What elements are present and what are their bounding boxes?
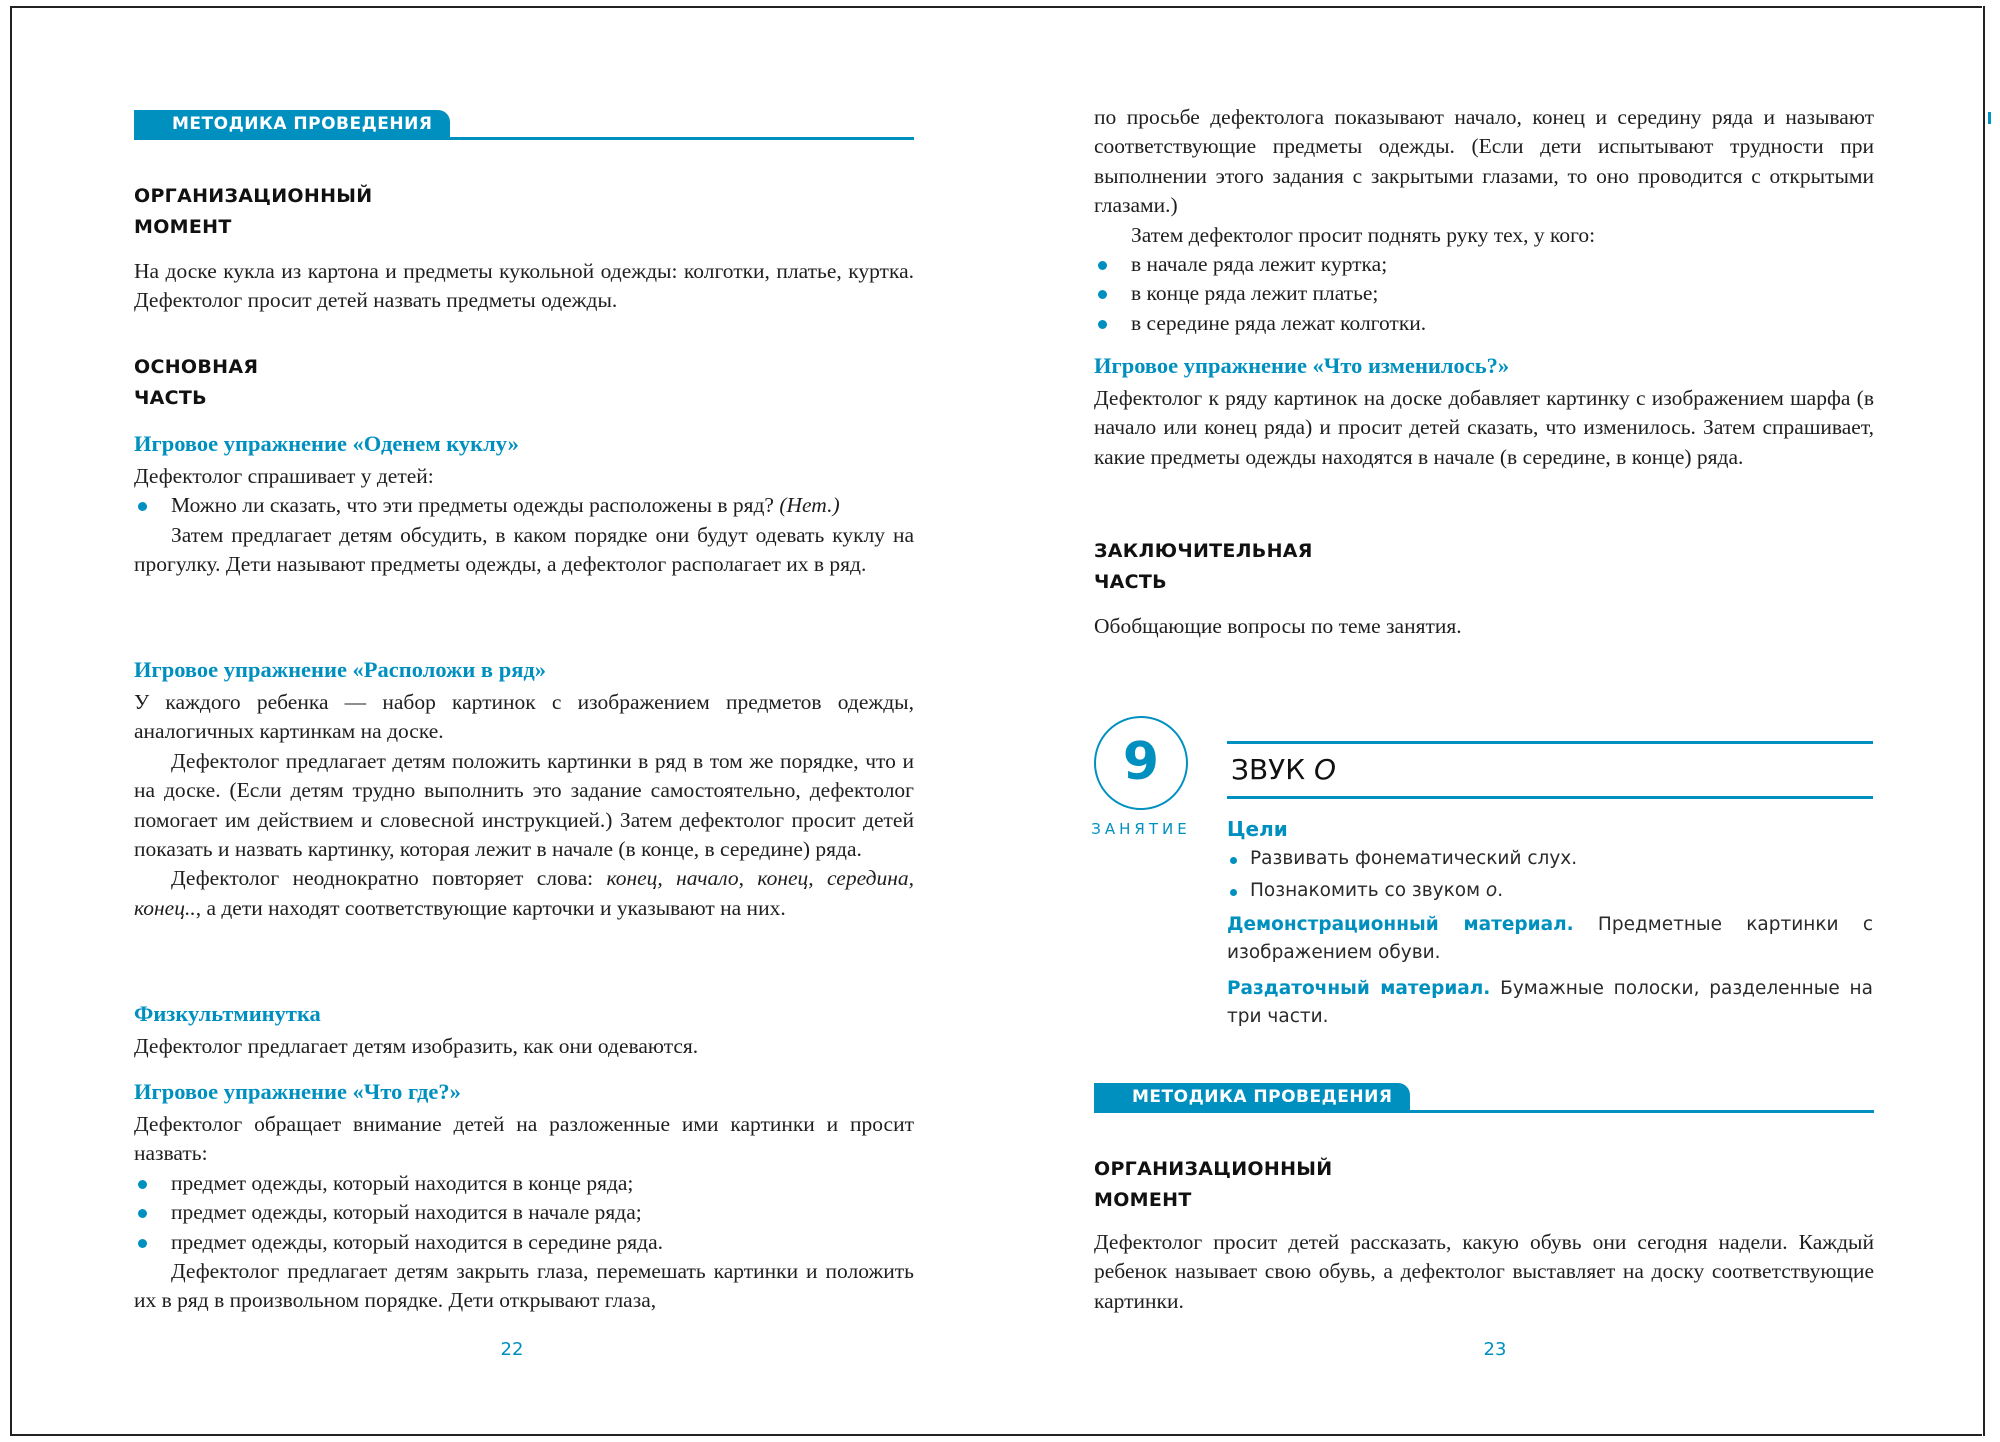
heading-line: МОМЕНТ [1094,1189,1192,1211]
lesson-number-badge: 9 [1094,716,1188,810]
list-item [134,1228,914,1257]
page-number: 23 [1483,1339,1507,1360]
list-item [134,491,914,520]
demo-material [1227,911,1873,967]
list-item [1094,309,1874,338]
exercise-title: Игровое упражнение «Расположи в ряд» [134,657,547,682]
item-text: в середине ряда лежат колготки. [1131,310,1427,335]
paragraph: У каждого ребенка — набор картинок с изображением предметов одежды, аналогичных картинкам на доске. [134,690,914,744]
item-text: . [1497,880,1504,901]
heading-line: ЗАКЛЮЧИТЕЛЬНАЯ [1094,540,1313,562]
heading-line: ОРГАНИЗАЦИОННЫЙ [134,185,373,207]
list-item [134,1198,914,1227]
item-text: Познакомить со звуком [1250,880,1486,901]
exercise-title: Игровое упражнение «Что изменилось?» [1094,353,1510,378]
goals-label: Цели [1227,817,1288,841]
item-italic: о [1485,880,1498,901]
org-text: Дефектолог просит детей рассказать, какую обувь они сегодня надели. Каждый ребенок называет свою обувь, а дефектолог выставляет на доску соответствующие картинки. [1094,1230,1874,1313]
banner-label: МЕТОДИКА ПРОВЕДЕНИЯ [134,110,450,138]
bullet-icon [138,1180,147,1189]
handout-material [1227,975,1873,1031]
exercise-title: Игровое упражнение «Оденем куклу» [134,431,519,456]
bullet-icon [1230,857,1237,864]
bullet-icon [1098,320,1107,329]
spine-edge [1983,6,1985,1436]
item-answer: (Нет.) [779,493,840,518]
lesson-details [1227,815,1873,1031]
title-rule-bottom [1227,796,1873,799]
list-item [1227,877,1873,905]
goals-list [1227,845,1873,905]
title-text: ЗВУК [1231,753,1315,786]
lesson-label: ЗАНЯТИЕ [1091,820,1191,838]
item-text: в начале ряда лежит куртка; [1131,252,1388,277]
title-rule-top [1227,741,1873,744]
final-heading [1094,536,1313,598]
bullet-icon [138,502,147,511]
heading-line: ОСНОВНАЯ [134,356,259,378]
bullet-icon [138,1209,147,1218]
item-text: предмет одежды, который находится в конце ряда; [171,1170,634,1195]
exercise-title: Физкультминутка [134,1001,321,1026]
title-letter: О [1314,753,1337,786]
continued-text [1094,103,1874,338]
text: , а дети находят соответствующие карточки и указывают на них. [195,895,786,920]
demo-label: Демонстрационный материал. [1227,914,1574,935]
heading-line: ЧАСТЬ [134,387,207,409]
banner-rule [1094,1110,1874,1113]
paragraph: Затем дефектолог просит поднять руку тех, у кого: [1131,222,1596,247]
main-heading [134,352,258,414]
handout-label: Раздаточный материал. [1227,978,1491,999]
bullet-icon [138,1239,147,1248]
bullet-icon [1230,889,1237,896]
heading-line: ОРГАНИЗАЦИОННЫЙ [1094,1158,1333,1180]
exercise-body [134,462,914,580]
item-text: предмет одежды, который находится в середине ряда. [171,1229,664,1254]
paragraph: Дефектолог к ряду картинок на доске добавляет картинку с изображением шарфа (в начало или конец ряда) и просит детей сказать, что изменилось. Затем спрашивает, какие предметы одежды находятся в начале (в середине, в конце) ряда. [1094,386,1874,469]
final-text: Обобщающие вопросы по теме занятия. [1094,614,1462,638]
item-text: в конце ряда лежит платье; [1131,281,1379,306]
handout-text: Бумажные полоски, разделенные на три части. [1227,978,1873,1027]
paragraph: Затем предлагает детям обсудить, в каком порядке они будут одевать куклу на прогулку. Дети называют предметы одежды, а дефектолог располагает их в ряд. [134,522,914,577]
item-text: предмет одежды, который находится в начале ряда; [171,1200,642,1225]
list-item [1094,250,1874,279]
banner-rule [134,137,914,140]
heading-line: ЧАСТЬ [1094,571,1167,593]
paragraph: Дефектолог предлагает детям изобразить, как они одеваются. [134,1034,699,1058]
demo-text: Предметные картинки с изображением обуви. [1227,914,1874,963]
page-number: 22 [500,1339,524,1360]
exercise-title: Игровое упражнение «Что где?» [134,1079,461,1104]
banner-label: МЕТОДИКА ПРОВЕДЕНИЯ [1094,1083,1410,1111]
edge-mark [1988,112,1991,124]
bullet-list [134,491,914,520]
list-item [1227,845,1873,873]
org-text: На доске кукла из картона и предметы кукольной одежды: колготки, платье, куртка. Дефектолог просит детей назвать предметы одежды. [134,259,914,313]
item-text: Можно ли сказать, что эти предметы одежды расположены в ряд? [171,493,774,518]
paragraph [134,864,914,923]
text: Дефектолог неоднократно повторяет слова: [171,866,607,891]
paragraph: Дефектолог предлагает детям положить картинки в ряд в том же порядке, что и на доске. (Если детям трудно выполнить это задание самостоятельно, дефектолог помогает им действием и словесной инструкцией.) Затем дефектолог просит детей показать и назвать картинку, которая лежит в начале (в конце, в середине) ряда. [134,748,914,862]
paragraph: Дефектолог предлагает детям закрыть глаза, перемешать картинки и положить их в ряд в произвольном порядке. Дети открывают глаза, [134,1259,914,1313]
exercise-body [134,688,914,923]
heading-line: МОМЕНТ [134,216,232,238]
org-heading [1094,1154,1332,1216]
italic-words: конец, начало, конец, середина, конец.. [134,866,914,920]
item-text: Развивать фонематический слух. [1250,848,1578,869]
exercise-body [134,1110,914,1316]
org-heading [134,181,372,243]
paragraph: по просьбе дефектолога показывают начало, конец и середину ряда и называют соответствующие предметы одежды. (Если дети испытывают трудности при выполнении этого задания с закрытыми глазами, то оно проводится с открытыми глазами.) [1094,105,1874,218]
bullet-icon [1098,261,1107,270]
bullet-icon [1098,290,1107,299]
paragraph: Дефектолог обращает внимание детей на разложенные ими картинки и просит назвать: [134,1112,914,1166]
bullet-list [134,1169,914,1257]
paragraph: Дефектолог спрашивает у детей: [134,464,434,488]
section-banner [134,110,914,140]
section-banner [1094,1083,1874,1113]
lesson-title [1231,753,1336,786]
list-item [134,1169,914,1198]
bullet-list [1094,250,1874,338]
list-item [1094,279,1874,308]
